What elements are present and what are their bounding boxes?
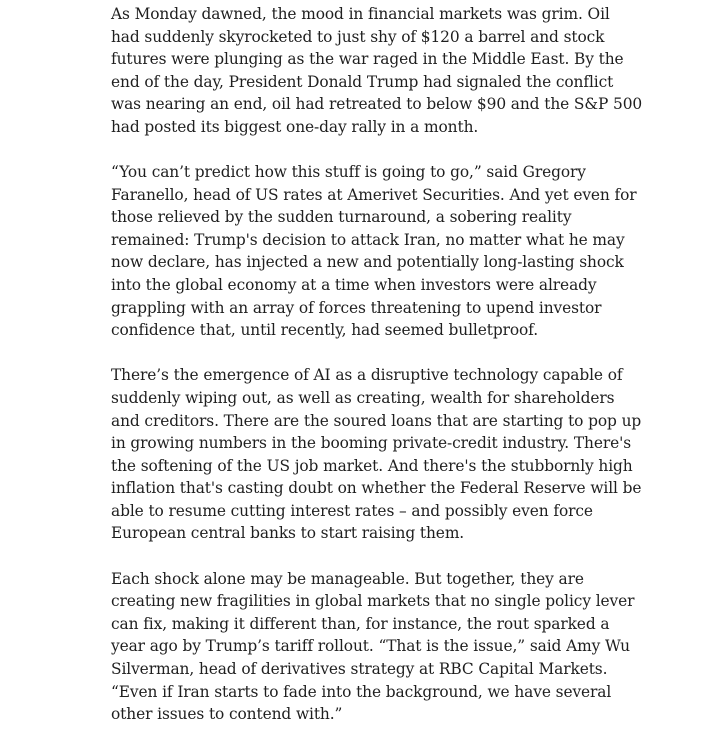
- text-line: was nearing an end, oil had retreated to below $90 and the S&P 500: [111, 95, 643, 114]
- text-line: inflation that's casting doubt on whether the Federal Reserve will be: [111, 479, 642, 498]
- text-line: futures were plunging as the war raged in the Middle East. By the: [111, 50, 624, 69]
- text-line: creating new fragilities in global markets that no single policy lever: [111, 592, 635, 611]
- text-line: other issues to contend with.”: [111, 705, 343, 724]
- text-line: grappling with an array of forces threatening to upend investor: [111, 298, 602, 317]
- text-line: and creditors. There are the soured loans that are starting to pop up: [111, 411, 642, 430]
- text-line: now declare, has injected a new and potentially long-lasting shock: [111, 253, 624, 272]
- text-line: remained: Trump's decision to attack Iran, no matter what he may: [111, 230, 625, 249]
- text-line: There’s the emergence of AI as a disruptive technology capable of: [111, 366, 623, 385]
- paragraph-1: [111, 3, 643, 139]
- article-body: [111, 3, 643, 748]
- text-line: Each shock alone may be manageable. But together, they are: [111, 569, 584, 588]
- text-line: the softening of the US job market. And there's the stubbornly high: [111, 456, 633, 475]
- text-line: had posted its biggest one-day rally in a month.: [111, 117, 479, 136]
- text-line: European central banks to start raising them.: [111, 524, 465, 543]
- text-line: Faranello, head of US rates at Amerivet Securities. And yet even for: [111, 185, 637, 204]
- text-line: in growing numbers in the booming private-credit industry. There's: [111, 434, 632, 453]
- text-line: year ago by Trump’s tariff rollout. “That is the issue,” said Amy Wu: [111, 637, 630, 656]
- text-line: suddenly wiping out, as well as creating, wealth for shareholders: [111, 388, 615, 407]
- text-line: “You can’t predict how this stuff is going to go,” said Gregory: [111, 163, 586, 182]
- text-line: confidence that, until recently, had seemed bulletproof.: [111, 321, 539, 340]
- text-line: able to resume cutting interest rates – and possibly even force: [111, 501, 593, 520]
- paragraph-3: [111, 364, 642, 545]
- paragraph-2: [111, 161, 637, 342]
- text-line: “Even if Iran starts to fade into the background, we have several: [111, 682, 612, 701]
- text-line: had suddenly skyrocketed to just shy of $120 a barrel and stock: [111, 27, 605, 46]
- text-line: Silverman, head of derivatives strategy at RBC Capital Markets.: [111, 659, 608, 678]
- text-line: can fix, making it different than, for instance, the rout sparked a: [111, 614, 610, 633]
- paragraph-4: [111, 568, 635, 726]
- text-line: into the global economy at a time when investors were already: [111, 276, 597, 295]
- text-line: end of the day, President Donald Trump had signaled the conflict: [111, 72, 614, 91]
- text-line: those relieved by the sudden turnaround, a sobering reality: [111, 208, 572, 227]
- text-line: As Monday dawned, the mood in financial markets was grim. Oil: [111, 5, 610, 23]
